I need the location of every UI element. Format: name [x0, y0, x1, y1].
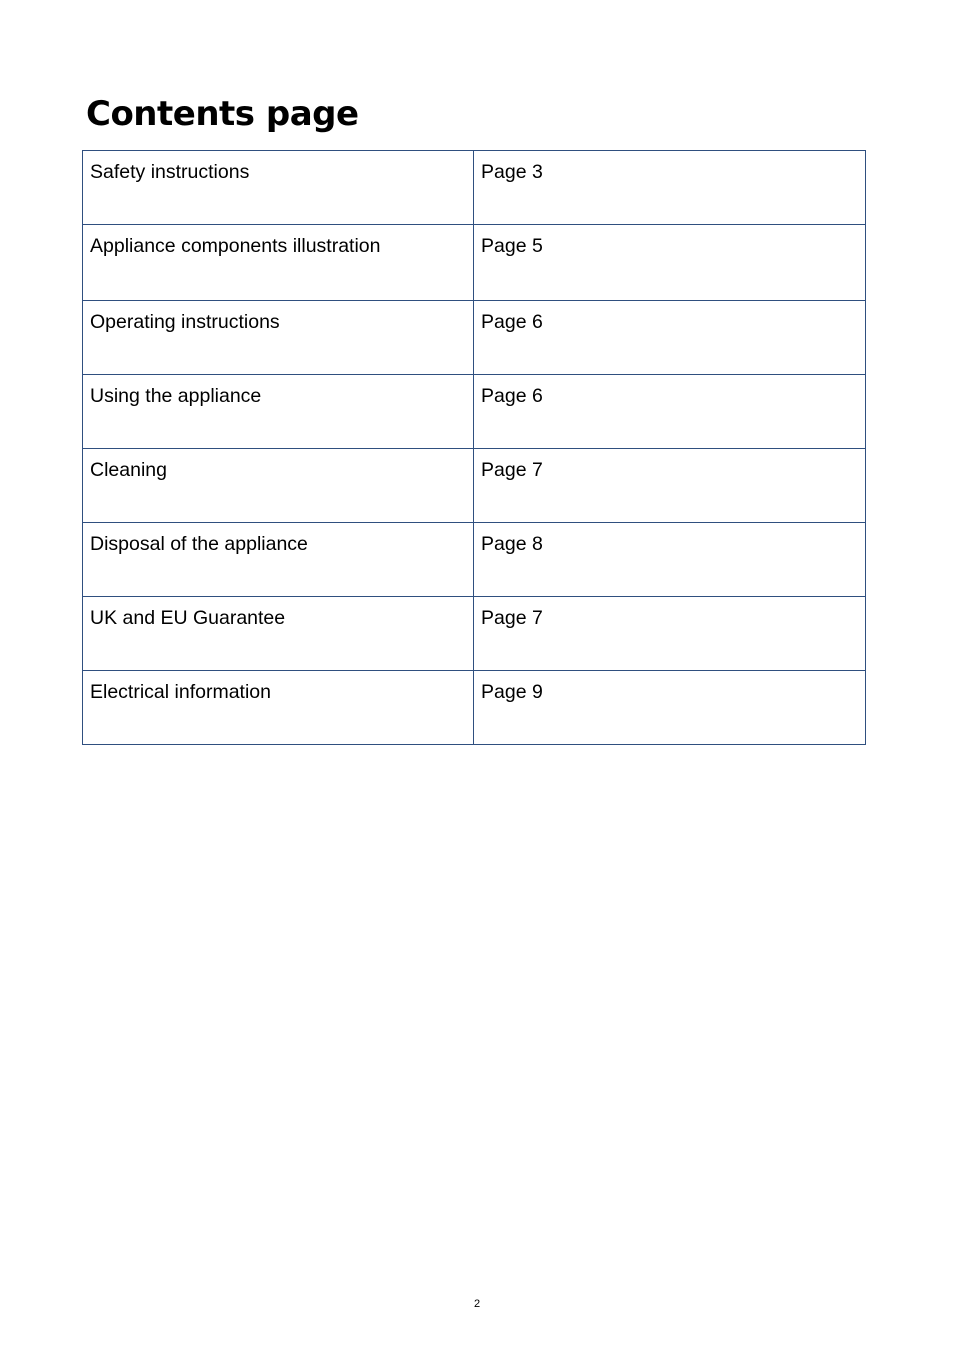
table-row [83, 597, 866, 671]
page-number: 2 [473, 1298, 481, 1310]
section-title-cell: Appliance components illustration [83, 225, 474, 301]
page-ref-cell: Page 5 [474, 225, 866, 301]
table-row [83, 671, 866, 745]
section-title-cell: Using the appliance [83, 375, 474, 449]
section-title-cell: Safety instructions [83, 151, 474, 225]
page-title: Contents page [86, 94, 359, 134]
table-row [83, 301, 866, 375]
table-row [83, 523, 866, 597]
page-ref-cell: Page 9 [474, 671, 866, 745]
page-ref-cell: Page 6 [474, 301, 866, 375]
section-title-cell: Cleaning [83, 449, 474, 523]
table-row [83, 375, 866, 449]
section-title-cell: UK and EU Guarantee [83, 597, 474, 671]
contents-table [82, 150, 866, 745]
table-row [83, 225, 866, 301]
section-title-cell: Operating instructions [83, 301, 474, 375]
table-row [83, 449, 866, 523]
page-ref-cell: Page 7 [474, 597, 866, 671]
section-title-cell: Electrical information [83, 671, 474, 745]
table-row [83, 151, 866, 225]
section-title-cell: Disposal of the appliance [83, 523, 474, 597]
page-ref-cell: Page 7 [474, 449, 866, 523]
page-ref-cell: Page 6 [474, 375, 866, 449]
page-ref-cell: Page 3 [474, 151, 866, 225]
page-ref-cell: Page 8 [474, 523, 866, 597]
